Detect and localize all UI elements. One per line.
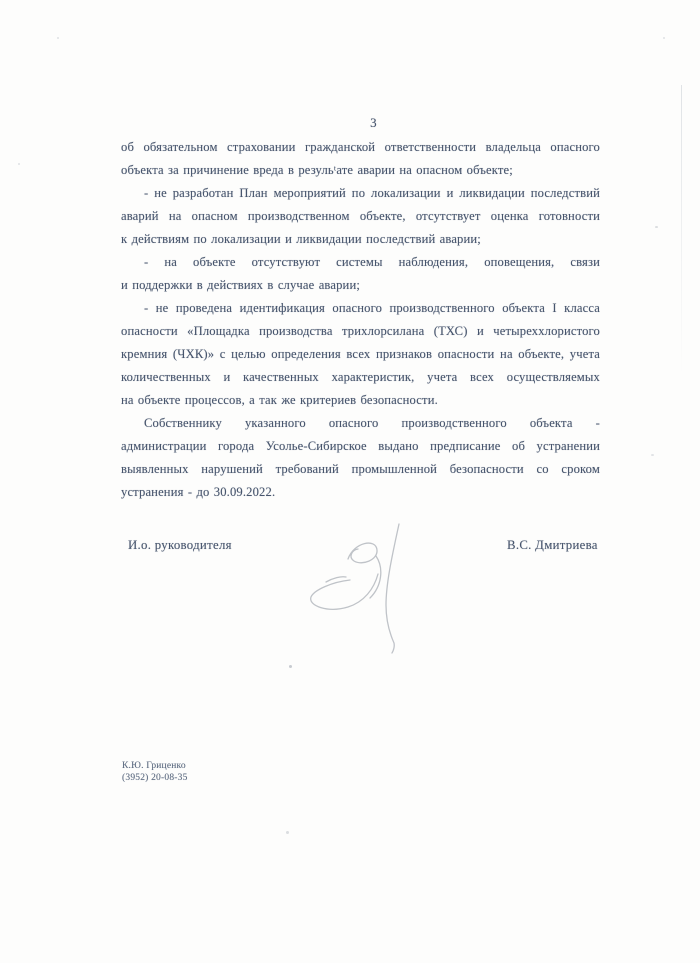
document-body <box>121 136 600 504</box>
text-line: выявленных нарушений требований промышленной безопасности со сроком <box>121 462 600 476</box>
paragraph <box>121 136 600 182</box>
signatory-name: В.С. Дмитриева <box>507 538 598 552</box>
text-line: объекта за причинение вреда в резульᵗате аварии на опасном объекте; <box>121 163 513 177</box>
text-line: - на объекте отсутствуют системы наблюдения, оповещения, связи <box>144 255 600 269</box>
text-line: Собственнику указанного опасного производственного объекта - <box>144 416 600 430</box>
text-line: кремния (ЧХК)» с целью определения всех признаков опасности на объекте, учета <box>121 347 600 361</box>
text-line: опасности «Площадка производства трихлорсилана (ТХС) и четыреххлористого <box>121 324 600 338</box>
scan-edge-artifact <box>681 85 682 375</box>
text-line: об обязательном страховании гражданской ответственности владельца опасного <box>121 140 600 154</box>
text-line: администрации города Усолье-Сибирское выдано предписание об устранении <box>121 439 600 453</box>
paragraph <box>121 251 600 297</box>
text-line: на объекте процессов, а так же критериев безопасности. <box>121 393 438 407</box>
scan-speck <box>18 163 20 165</box>
text-line: устранения - до 30.09.2022. <box>121 485 276 499</box>
text-line: и поддержки в действиях в случае аварии; <box>121 278 360 292</box>
executor-phone: (3952) 20-08-35 <box>122 772 188 783</box>
executor-contact <box>122 761 188 784</box>
paragraph <box>121 182 600 251</box>
executor-name: К.Ю. Гриценко <box>122 761 186 771</box>
paragraph <box>121 412 600 504</box>
page-number: 3 <box>370 115 377 130</box>
text-line: - не разработан План мероприятий по локализации и ликвидации последствий <box>144 186 600 200</box>
scan-speck <box>286 831 289 834</box>
scan-speck <box>651 454 654 456</box>
signatory-title: И.о. руководителя <box>128 538 232 552</box>
handwritten-signature <box>296 512 426 662</box>
text-line: количественных и качественных характеристик, учета всех осуществляемых <box>121 370 600 384</box>
scan-speck <box>289 665 292 668</box>
scan-speck <box>663 37 665 39</box>
scan-speck <box>655 226 658 228</box>
text-line: к действиям по локализации и ликвидации последствий аварии; <box>121 232 481 246</box>
text-line: аварий на опасном производственном объекте, отсутствует оценка готовности <box>121 209 600 223</box>
text-line: - не проведена идентификация опасного производственного объекта I класса <box>144 301 600 315</box>
paragraph <box>121 297 600 412</box>
scan-speck <box>57 37 59 39</box>
